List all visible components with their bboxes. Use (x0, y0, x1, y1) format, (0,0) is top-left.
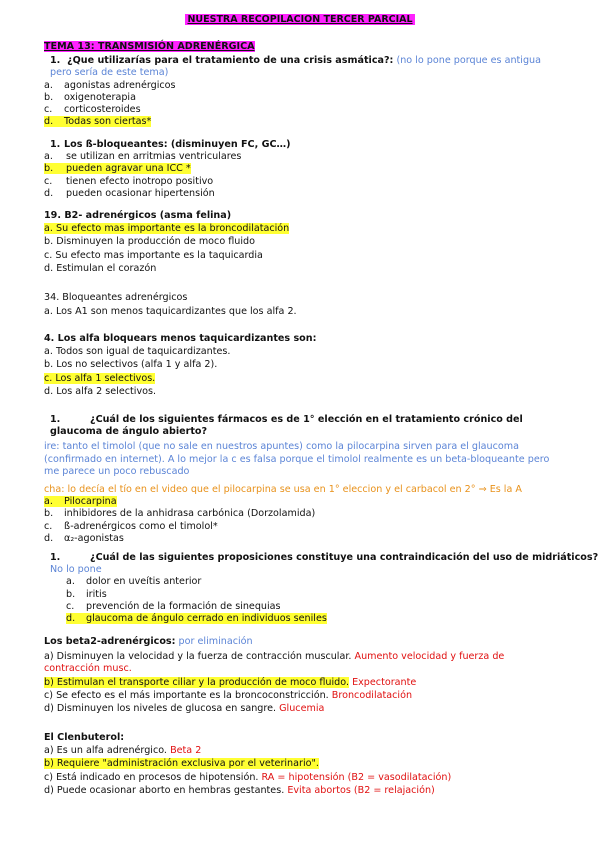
page-title: NUESTRA RECOPILACION TERCER PARCIAL (187, 14, 413, 25)
question-clenbuterol: El Clenbuterol: a) Es un alfa adrenérgico. Beta 2 b) Requiere "administración exclusiva por el veterinario". c) Está indicado en procesos de hipotensión. RA = hipotensión (B2 = vasodilatación) d) Puede ocasionar aborto en hembras gestantes. Evita abortos (B2 = relajación) (44, 732, 452, 796)
question-glaucoma: 1. ¿Cuál de los siguientes fármacos es de 1° elección en el tratamiento crónico del glaucoma de ángulo abierto? ire: tanto el timolol (que no sale en nuestros apuntes) como la pilocarpina sirven para el glaucoma (confirmado en internet). A lo mejor la c es falsa porque el timolol realmente es un beta-bloqueante pero me parece un poco rebuscado cha: lo decía el tío en el video que el pilocarpina se usa en 1° eleccion y el carbacol en 2° ⇒ Es la A a. Pilocarpina b. inhibidores de la anhidrasa carbónica (Dorzolamida) c. ß-adrenérgicos como el timolol* d. α₂-agonistas (44, 414, 560, 545)
answer-highlight: a. Su efecto mas importante es la broncodilatación (44, 223, 290, 235)
question-note: (no lo pone porque es antigua pero sería de este tema) (50, 55, 542, 79)
answer-highlight: b) Requiere "administración exclusiva por el veterinario". (44, 758, 319, 770)
answer-highlight: c. Los alfa 1 selectivos. (44, 372, 156, 384)
question-beta-bloqueantes: 1. Los ß-bloqueantes: (disminuyen FC, GC…) a. se utilizan en arritmias ventriculares b. pueden agravar una ICC * c. tienen efecto inotropo positivo d. pueden ocasionar hipertensión (44, 139, 291, 199)
note-cha: cha: lo decía el tío en el video que el pilocarpina se usa en 1° eleccion y el carbacol en 2° ⇒ Es la A (44, 484, 522, 496)
question-bloqueantes: 34. Bloqueantes adrenérgicos a. Los A1 son menos taquicardizantes que los alfa 2. (44, 292, 297, 318)
answer-highlight: Pilocarpina (64, 496, 117, 508)
answer-highlight: Todas son ciertas* (64, 116, 152, 128)
question-beta2: Los beta2-adrenérgicos: por eliminación a) Disminuyen la velocidad y la fuerza de contracción muscular. Aumento velocidad y fuerza de contracción musc. b) Estimulan el transporte ciliar y la producción de moco fluido. Expectorante c) Se efecto es el más importante es la broncoconstricción. Broncodilatación d) Disminuyen los niveles de glucosa en sangre. Glucemia (44, 636, 505, 715)
question-asma: TEMA 13: TRANSMISIÓN ADRENÉRGICA 1. ¿Que utilizarías para el tratamiento de una crisis asmática?: (no lo pone porque es antigua pero sería de este tema) a. agonistas adrenérgicos b. oxigenoterapia c. corticosteroides d. Todas son ciertas* (44, 41, 542, 128)
answer-highlight: b) Estimulan el transporte ciliar y la producción de moco fluido. (44, 676, 349, 688)
section-heading: TEMA 13: TRANSMISIÓN ADRENÉRGICA (44, 41, 255, 52)
question-b2-adrenergicos: 19. B2- adrenérgicos (asma felina) a. Su efecto mas importante es la broncodilatación b. Disminuyen la producción de moco fluido c. Su efecto mas importante es la taquicardia d. Estimulan el corazón (44, 210, 290, 274)
question-alfa-bloqueantes: 4. Los alfa bloquears menos taquicardizantes son: a. Todos son igual de taquicardizantes. b. Los no selectivos (alfa 1 y alfa 2). c. Los alfa 1 selectivos. d. Los alfa 2 selectivos. (44, 333, 317, 397)
note-ire: ire: tanto el timolol (que no sale en nuestros apuntes) como la pilocarpina sirven para el glaucoma (confirmado en internet). A lo mejor la c es falsa porque el timolol realmente es un beta-bloqueante pero me parece un poco rebuscado (44, 441, 550, 477)
answer-highlight: glaucoma de ángulo cerrado en individuos seniles (86, 613, 327, 625)
question-midriaticos: 1. ¿Cuál de las siguientes proposiciones constituye una contraindicación del uso de midriáticos? No lo pone a. dolor en uveítis anterior b. iritis c. prevención de la formación de sinequias d. glaucoma de ángulo cerrado en individuos seniles (50, 552, 599, 625)
answer-highlight: pueden agravar una ICC * (66, 163, 191, 175)
question-text: ¿Que utilizarías para el tratamiento de una crisis asmática?: (67, 55, 394, 67)
